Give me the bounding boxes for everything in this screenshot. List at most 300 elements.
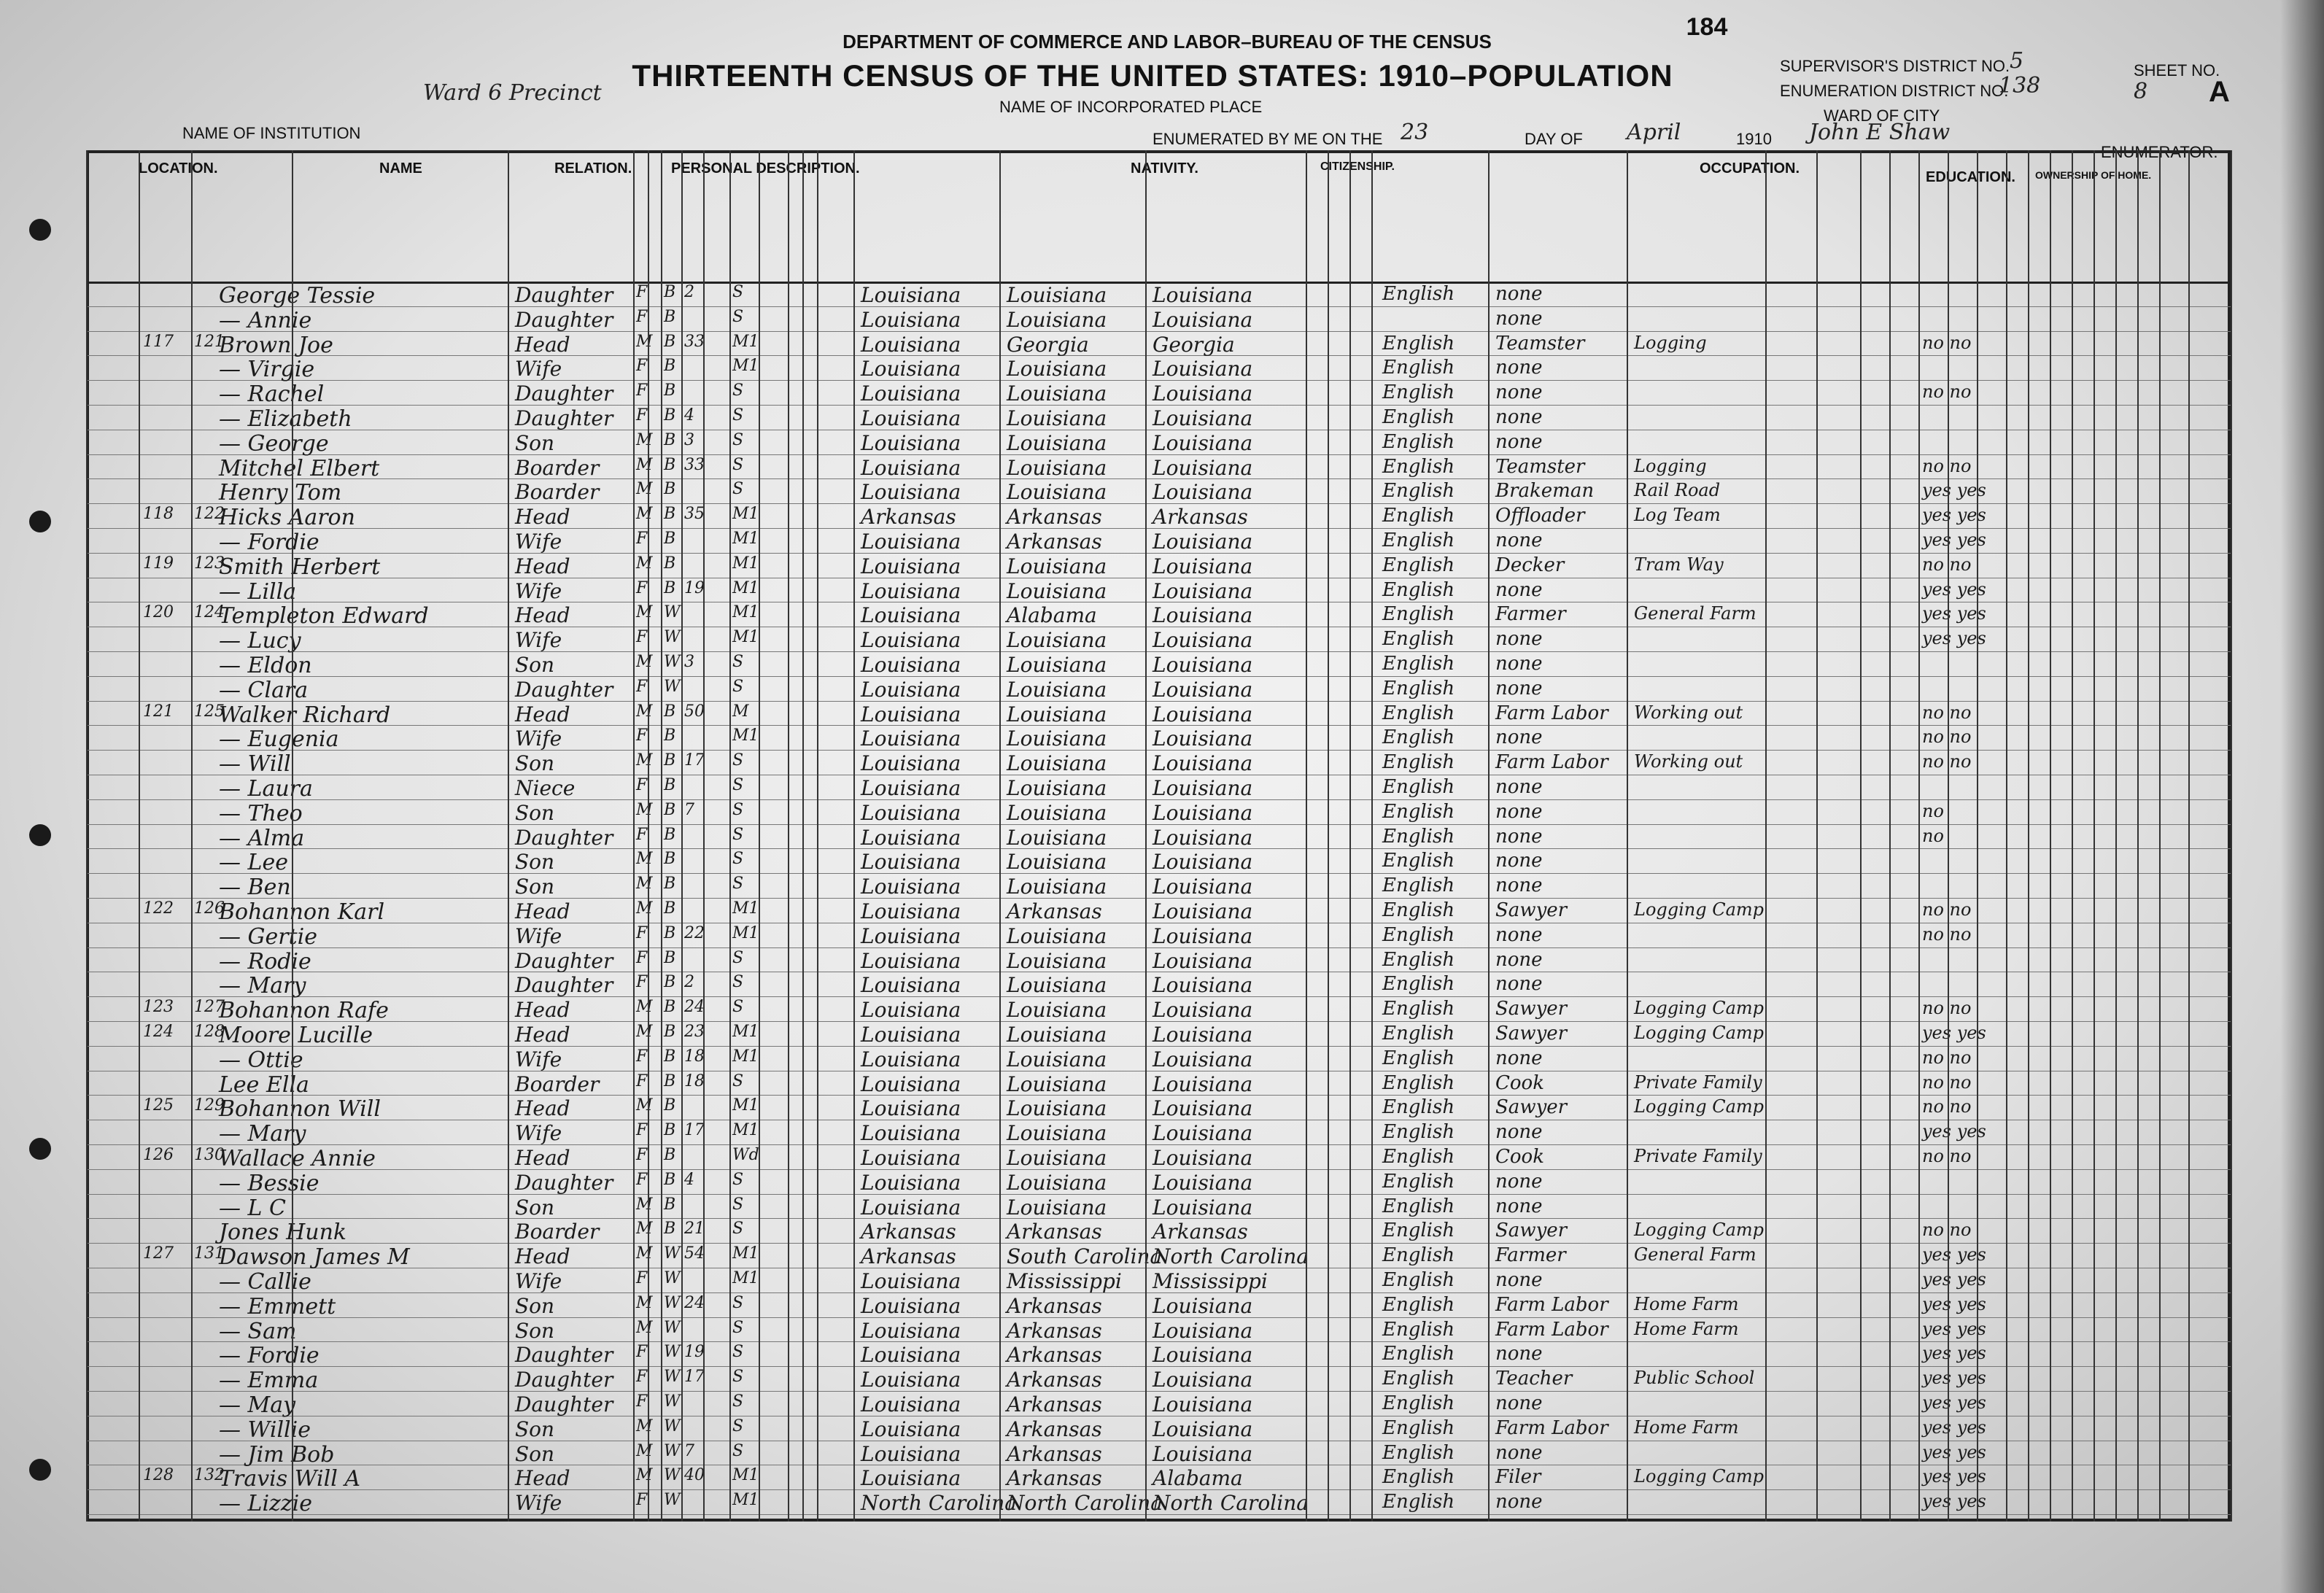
cell-language: English <box>1382 1491 1455 1513</box>
cell-relation: Daughter <box>515 677 613 702</box>
cell-race: B <box>664 381 676 400</box>
column-rule <box>1306 150 1307 1522</box>
cell-relation: Daughter <box>515 1343 613 1368</box>
cell-relation: Head <box>515 998 570 1023</box>
cell-name: — Fordie <box>219 530 319 555</box>
cell-father: Louisiana <box>1007 726 1107 751</box>
cell-relation: Son <box>515 1441 555 1466</box>
cell-relation: Head <box>515 505 570 530</box>
cell-mother: North Carolina <box>1153 1244 1309 1269</box>
cell-marital: M1 <box>732 578 759 597</box>
cell-language: English <box>1382 1220 1455 1242</box>
column-rule <box>2159 150 2161 1522</box>
cell-race: B <box>664 480 676 499</box>
cell-marital: S <box>732 776 744 794</box>
cell-mother: Louisiana <box>1153 455 1253 480</box>
cell-name: Brown Joe <box>219 332 333 358</box>
cell-name: — Mary <box>219 1121 306 1147</box>
place-label: NAME OF INCORPORATED PLACE <box>999 98 1263 116</box>
cell-mother: Louisiana <box>1153 1023 1253 1047</box>
cell-birthplace: Arkansas <box>861 1244 956 1269</box>
cell-sex: M <box>636 1441 653 1460</box>
cell-sex: F <box>636 578 648 597</box>
column-rule <box>1371 150 1373 1522</box>
cell-name: — Laura <box>219 776 313 802</box>
cell-mother: Georgia <box>1153 332 1235 357</box>
cell-relation: Wife <box>515 628 562 653</box>
cell-birthplace: Louisiana <box>861 677 961 702</box>
cell-father: Louisiana <box>1007 357 1107 381</box>
supervisor-label: SUPERVISOR'S DISTRICT NO. <box>1780 57 2010 75</box>
cell-name: — Ottie <box>219 1047 303 1073</box>
cell-family: 122 <box>194 505 225 524</box>
column-rule <box>1328 150 1329 1522</box>
cell-industry: Logging Camp <box>1634 1023 1765 1043</box>
column-rule <box>2072 150 2073 1522</box>
cell-father: Mississippi <box>1007 1269 1122 1293</box>
cell-birthplace: Louisiana <box>861 381 961 406</box>
cell-industry: Home Farm <box>1634 1293 1739 1314</box>
cell-sex: F <box>636 776 648 794</box>
cell-relation: Wife <box>515 726 562 751</box>
cell-industry: Private Family <box>1634 1071 1762 1093</box>
cell-birthplace: Louisiana <box>861 1368 961 1392</box>
col-occupation: OCCUPATION. <box>1700 160 1800 177</box>
column-rule <box>648 150 649 1522</box>
cell-language: English <box>1382 726 1455 749</box>
cell-trade: none <box>1495 677 1543 699</box>
cell-trade: none <box>1495 1047 1543 1069</box>
cell-mother: Louisiana <box>1153 875 1253 899</box>
page-number: 184 <box>1686 13 1728 41</box>
cell-language: English <box>1382 1071 1455 1094</box>
cell-mother: Louisiana <box>1153 628 1253 653</box>
cell-father: Louisiana <box>1007 923 1107 948</box>
cell-educ: yes yes <box>1922 1244 1986 1266</box>
cell-father: Louisiana <box>1007 751 1107 776</box>
cell-name: — Callie <box>219 1269 311 1295</box>
cell-sex: F <box>636 973 648 992</box>
cell-race: W <box>664 677 681 696</box>
cell-race: W <box>664 1491 681 1510</box>
cell-birthplace: Louisiana <box>861 1023 961 1047</box>
cell-sex: M <box>636 800 653 819</box>
cell-father: Louisiana <box>1007 1170 1107 1195</box>
cell-sex: M <box>636 1293 653 1312</box>
cell-marital: Wd <box>732 1146 759 1164</box>
cell-race: B <box>664 850 676 869</box>
cell-mother: Arkansas <box>1153 505 1248 530</box>
cell-name: George Tessie <box>219 283 376 309</box>
column-rule <box>2050 150 2051 1522</box>
cell-mother: Louisiana <box>1153 307 1253 332</box>
cell-sex: F <box>636 1269 648 1287</box>
cell-language: English <box>1382 1170 1455 1193</box>
cell-birthplace: Louisiana <box>861 1096 961 1121</box>
cell-marital: S <box>732 825 744 844</box>
cell-name: Walker Richard <box>219 702 391 728</box>
cell-sex: F <box>636 283 648 301</box>
cell-name: Mitchel Elbert <box>219 455 380 481</box>
cell-father: Louisiana <box>1007 776 1107 800</box>
cell-name: — Mary <box>219 973 306 999</box>
cell-age: 7 <box>684 800 694 819</box>
col-personal: PERSONAL DESCRIPTION. <box>671 160 860 177</box>
cell-age: 17 <box>684 1368 705 1387</box>
cell-trade: none <box>1495 357 1543 379</box>
cell-name: — Emmett <box>219 1293 336 1319</box>
cell-birthplace: Louisiana <box>861 455 961 480</box>
cell-race: B <box>664 825 676 844</box>
day-of-label: DAY OF <box>1525 130 1583 148</box>
ward-label: WARD OF CITY <box>1824 106 1940 125</box>
cell-industry: Rail Road <box>1634 480 1721 501</box>
cell-relation: Head <box>515 702 570 726</box>
cell-sex: M <box>636 1466 653 1485</box>
cell-race: B <box>664 875 676 894</box>
cell-race: W <box>664 1441 681 1460</box>
cell-educ: no no <box>1922 998 1972 1019</box>
cell-birthplace: Louisiana <box>861 578 961 603</box>
cell-father: Louisiana <box>1007 554 1107 578</box>
cell-sex: F <box>636 1121 648 1140</box>
cell-marital: S <box>732 1195 744 1214</box>
cell-industry: Logging <box>1634 455 1707 476</box>
cell-sex: M <box>636 998 653 1017</box>
cell-relation: Daughter <box>515 406 613 430</box>
cell-birthplace: Louisiana <box>861 948 961 973</box>
cell-mother: Louisiana <box>1153 357 1253 381</box>
cell-sex: M <box>636 554 653 573</box>
cell-relation: Son <box>515 875 555 899</box>
cell-marital: M1 <box>732 1491 759 1510</box>
cell-marital: S <box>732 800 744 819</box>
cell-name: Travis Will A <box>219 1466 361 1492</box>
cell-name: — Will <box>219 751 291 778</box>
cell-birthplace: Louisiana <box>861 1343 961 1368</box>
cell-relation: Son <box>515 1293 555 1318</box>
cell-name: — Lucy <box>219 628 301 654</box>
cell-trade: none <box>1495 1170 1543 1193</box>
cell-birthplace: Louisiana <box>861 1466 961 1491</box>
column-rule <box>1488 150 1490 1522</box>
cell-educ: yes yes <box>1922 1293 1986 1314</box>
cell-educ: no <box>1922 825 1944 846</box>
cell-birthplace: Louisiana <box>861 1047 961 1071</box>
cell-name: — Ben <box>219 875 291 901</box>
cell-birthplace: Louisiana <box>861 628 961 653</box>
cell-race: B <box>664 1047 676 1066</box>
cell-race: B <box>664 702 676 721</box>
cell-father: Louisiana <box>1007 381 1107 406</box>
cell-relation: Boarder <box>515 455 600 480</box>
cell-language: English <box>1382 455 1455 478</box>
cell-birthplace: Louisiana <box>861 530 961 554</box>
cell-trade: Cook <box>1495 1146 1544 1168</box>
cell-sex: M <box>636 1416 653 1435</box>
cell-trade: Sawyer <box>1495 899 1568 921</box>
cell-father: Louisiana <box>1007 1121 1107 1146</box>
cell-language: English <box>1382 628 1455 651</box>
sheet-label: SHEET NO. <box>2134 61 2220 80</box>
cell-birthplace: Louisiana <box>861 1441 961 1466</box>
cell-birthplace: Louisiana <box>861 1121 961 1146</box>
cell-age: 40 <box>684 1466 705 1485</box>
cell-trade: Teamster <box>1495 455 1585 478</box>
column-rule <box>2006 150 2007 1522</box>
cell-race: B <box>664 899 676 918</box>
cell-name: — Gertie <box>219 923 317 950</box>
cell-mother: Louisiana <box>1153 1293 1253 1318</box>
cell-language: English <box>1382 1318 1455 1341</box>
cell-sex: M <box>636 751 653 770</box>
cell-language: English <box>1382 381 1455 404</box>
cell-relation: Wife <box>515 1491 562 1516</box>
cell-educ: yes yes <box>1922 505 1986 526</box>
cell-father: Alabama <box>1007 603 1097 628</box>
cell-sex: M <box>636 1318 653 1337</box>
cell-sex: M <box>636 1220 653 1239</box>
cell-dwelling: 128 <box>143 1466 174 1485</box>
cell-sex: F <box>636 1146 648 1164</box>
cell-age: 54 <box>684 1244 705 1263</box>
cell-sex: F <box>636 530 648 548</box>
cell-trade: Farmer <box>1495 1244 1566 1267</box>
cell-language: English <box>1382 923 1455 946</box>
cell-marital: M1 <box>732 332 759 351</box>
cell-race: B <box>664 776 676 794</box>
cell-educ: no no <box>1922 455 1972 476</box>
cell-age: 18 <box>684 1071 705 1090</box>
cell-marital: M1 <box>732 1047 759 1066</box>
cell-relation: Head <box>515 1023 570 1047</box>
cell-industry: Home Farm <box>1634 1318 1739 1339</box>
column-rule <box>1627 150 1628 1522</box>
cell-educ: no no <box>1922 1071 1972 1093</box>
cell-sex: M <box>636 430 653 449</box>
cell-relation: Daughter <box>515 1392 613 1416</box>
cell-mother: Louisiana <box>1153 776 1253 800</box>
cell-educ: yes yes <box>1922 628 1986 649</box>
cell-name: — Willie <box>219 1416 311 1443</box>
cell-name: Bohannon Rafe <box>219 998 389 1024</box>
cell-mother: Mississippi <box>1153 1269 1268 1293</box>
cell-age: 50 <box>684 702 705 721</box>
cell-relation: Son <box>515 1318 555 1343</box>
cell-father: Arkansas <box>1007 505 1102 530</box>
cell-industry: Private Family <box>1634 1146 1762 1166</box>
cell-trade: none <box>1495 381 1543 404</box>
cell-birthplace: Louisiana <box>861 653 961 677</box>
cell-mother: Louisiana <box>1153 283 1253 307</box>
cell-birthplace: Louisiana <box>861 283 961 307</box>
cell-language: English <box>1382 1121 1455 1144</box>
cell-family: 125 <box>194 702 225 721</box>
cell-industry: Logging Camp <box>1634 1096 1765 1117</box>
cell-race: B <box>664 1220 676 1239</box>
cell-father: North Carolina <box>1007 1491 1163 1516</box>
cell-marital: S <box>732 480 744 499</box>
cell-relation: Boarder <box>515 480 600 505</box>
cell-father: Louisiana <box>1007 850 1107 875</box>
cell-educ: yes yes <box>1922 1023 1986 1043</box>
cell-sex: F <box>636 825 648 844</box>
cell-language: English <box>1382 603 1455 626</box>
cell-name: — Rachel <box>219 381 325 408</box>
cell-name: — Bessie <box>219 1170 319 1196</box>
cell-name: — Elizabeth <box>219 406 352 432</box>
cell-mother: Louisiana <box>1153 1416 1253 1441</box>
cell-language: English <box>1382 1441 1455 1464</box>
cell-trade: Farm Labor <box>1495 1293 1608 1316</box>
cell-trade: none <box>1495 973 1543 996</box>
cell-mother: Louisiana <box>1153 751 1253 776</box>
cell-birthplace: Arkansas <box>861 505 956 530</box>
cell-mother: North Carolina <box>1153 1491 1309 1516</box>
cell-marital: S <box>732 653 744 671</box>
cell-mother: Louisiana <box>1153 677 1253 702</box>
cell-father: Louisiana <box>1007 973 1107 998</box>
cell-mother: Louisiana <box>1153 430 1253 455</box>
cell-family: 128 <box>194 1023 225 1041</box>
cell-race: W <box>664 1269 681 1287</box>
cell-race: B <box>664 578 676 597</box>
cell-mother: Louisiana <box>1153 554 1253 578</box>
cell-relation: Wife <box>515 530 562 554</box>
cell-father: Arkansas <box>1007 1343 1102 1368</box>
cell-trade: none <box>1495 800 1543 823</box>
cell-trade: none <box>1495 1491 1543 1513</box>
cell-trade: Cook <box>1495 1071 1544 1094</box>
year-value: 1910 <box>1736 130 1772 148</box>
cell-marital: S <box>732 875 744 894</box>
cell-name: — Eldon <box>219 653 312 678</box>
enumerator-name: John E Shaw <box>1809 120 1951 145</box>
cell-marital: M1 <box>732 628 759 647</box>
cell-educ: yes yes <box>1922 1318 1986 1339</box>
binder-hole <box>29 824 51 846</box>
cell-family: 124 <box>194 603 225 622</box>
cell-marital: S <box>732 1318 744 1337</box>
cell-language: English <box>1382 1146 1455 1168</box>
cell-relation: Son <box>515 800 555 825</box>
cell-marital: M1 <box>732 1466 759 1485</box>
cell-race: W <box>664 653 681 671</box>
cell-sex: M <box>636 1244 653 1263</box>
cell-language: English <box>1382 1416 1455 1439</box>
cell-marital: M1 <box>732 357 759 376</box>
cell-industry: Working out <box>1634 751 1743 772</box>
cell-relation: Daughter <box>515 1368 613 1392</box>
cell-relation: Head <box>515 1244 570 1269</box>
cell-language: English <box>1382 1195 1455 1217</box>
cell-sex: F <box>636 1343 648 1362</box>
cell-father: Louisiana <box>1007 406 1107 430</box>
cell-age: 2 <box>684 973 694 992</box>
cell-marital: S <box>732 406 744 425</box>
supervisor-value: 5 <box>2010 48 2024 74</box>
cell-sex: M <box>636 1023 653 1041</box>
cell-name: Templeton Edward <box>219 603 429 629</box>
cell-language: English <box>1382 357 1455 379</box>
cell-trade: none <box>1495 1195 1543 1217</box>
cell-trade: Farm Labor <box>1495 702 1608 724</box>
enumerated-label: ENUMERATED BY ME ON THE <box>1153 130 1383 148</box>
cell-birthplace: Louisiana <box>861 307 961 332</box>
cell-birthplace: Louisiana <box>861 480 961 505</box>
column-rule <box>681 150 683 1522</box>
cell-language: English <box>1382 776 1455 798</box>
cell-marital: S <box>732 1441 744 1460</box>
cell-race: W <box>664 1293 681 1312</box>
cell-educ: yes yes <box>1922 1121 1986 1142</box>
cell-sex: F <box>636 1491 648 1510</box>
cell-marital: M1 <box>732 1023 759 1041</box>
cell-race: W <box>664 1368 681 1387</box>
cell-birthplace: Louisiana <box>861 357 961 381</box>
cell-marital: M <box>732 702 749 721</box>
col-location: LOCATION. <box>139 160 218 177</box>
column-rule <box>817 150 818 1522</box>
cell-trade: none <box>1495 825 1543 848</box>
cell-trade: Teacher <box>1495 1368 1573 1390</box>
cell-trade: none <box>1495 923 1543 946</box>
cell-age: 3 <box>684 653 694 671</box>
cell-name: — May <box>219 1392 296 1418</box>
column-rule <box>703 150 705 1522</box>
cell-trade: Farm Labor <box>1495 1416 1608 1439</box>
cell-father: Louisiana <box>1007 800 1107 825</box>
cell-marital: S <box>732 430 744 449</box>
cell-relation: Head <box>515 1146 570 1170</box>
cell-father: Louisiana <box>1007 283 1107 307</box>
cell-mother: Louisiana <box>1153 406 1253 430</box>
cell-mother: Louisiana <box>1153 578 1253 603</box>
cell-father: Louisiana <box>1007 1023 1107 1047</box>
cell-language: English <box>1382 406 1455 428</box>
cell-family: 131 <box>194 1244 225 1263</box>
cell-marital: M1 <box>732 1121 759 1140</box>
cell-language: English <box>1382 430 1455 453</box>
cell-race: B <box>664 283 676 301</box>
cell-birthplace: North Carolina <box>861 1491 1017 1516</box>
cell-educ: no no <box>1922 1146 1972 1166</box>
cell-marital: S <box>732 381 744 400</box>
cell-birthplace: Louisiana <box>861 899 961 923</box>
cell-language: English <box>1382 875 1455 897</box>
cell-race: B <box>664 1071 676 1090</box>
cell-industry: Logging <box>1634 332 1707 353</box>
cell-language: English <box>1382 1368 1455 1390</box>
cell-race: B <box>664 1146 676 1164</box>
cell-sex: F <box>636 307 648 326</box>
cell-industry: Logging Camp <box>1634 998 1765 1019</box>
cell-race: B <box>664 530 676 548</box>
cell-sex: M <box>636 332 653 351</box>
cell-dwelling: 117 <box>143 332 174 351</box>
cell-father: Louisiana <box>1007 653 1107 677</box>
cell-name: — Eugenia <box>219 726 339 753</box>
cell-industry: Working out <box>1634 702 1743 723</box>
cell-name: — George <box>219 430 329 457</box>
column-rule <box>2188 150 2190 1522</box>
cell-language: English <box>1382 1244 1455 1267</box>
cell-sex: F <box>636 677 648 696</box>
col-nativity: NATIVITY. <box>1131 160 1198 177</box>
cell-mother: Louisiana <box>1153 973 1253 998</box>
cell-age: 4 <box>684 1170 694 1189</box>
cell-birthplace: Louisiana <box>861 1416 961 1441</box>
